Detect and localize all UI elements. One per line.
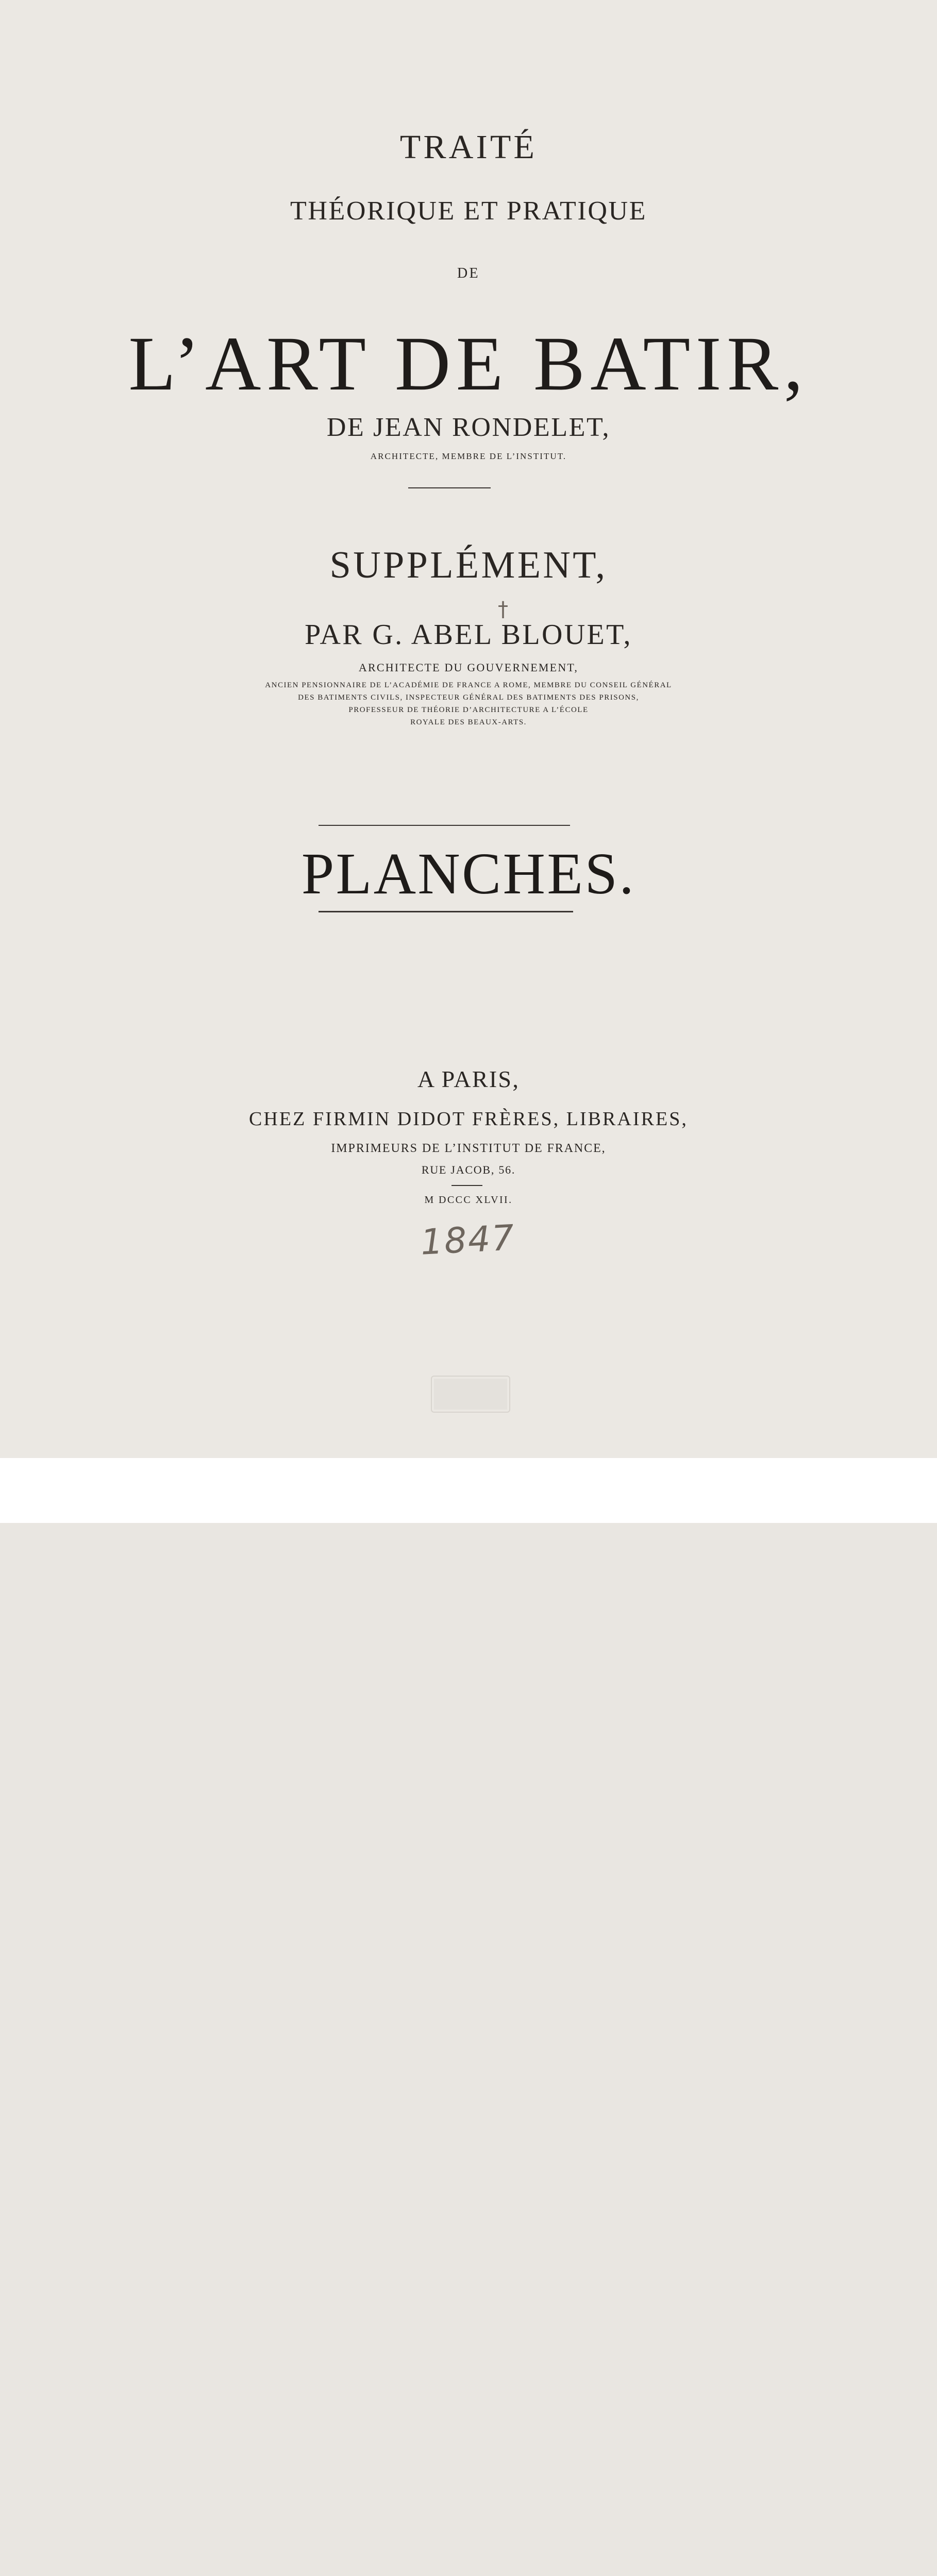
credential-line: DES BATIMENTS CIVILS, INSPECTEUR GÉNÉRAL DES BATIMENTS DES PRISONS, <box>298 693 639 702</box>
title-line-2: THÉORIQUE ET PRATIQUE <box>290 196 647 226</box>
title-line-3: DE <box>457 265 480 281</box>
credential-line: PROFESSEUR DE THÉORIE D’ARCHITECTURE A L’ÉCOLE <box>348 706 589 714</box>
supplement-role: ARCHITECTE DU GOUVERNEMENT, <box>358 661 579 674</box>
divider-rule-small <box>451 1185 482 1186</box>
section-title: PLANCHES. <box>301 841 636 906</box>
library-stamp <box>431 1376 510 1413</box>
imprint-city: A PARIS, <box>417 1066 520 1092</box>
title-line-1: TRAITÉ <box>399 128 538 166</box>
supplement-heading: SUPPLÉMENT, <box>329 544 608 586</box>
footer-bar <box>0 1458 937 1523</box>
credential-line: ANCIEN PENSIONNAIRE DE L’ACADÉMIE DE FRANCE A ROME, MEMBRE DU CONSEIL GÉNÉRAL <box>265 681 672 689</box>
handwritten-year: 1847 <box>420 1217 516 1263</box>
imprint-address: RUE JACOB, 56. <box>421 1163 516 1176</box>
supplement-author: PAR G. ABEL BLOUET, <box>305 619 632 651</box>
handwritten-dagger: † <box>498 598 508 621</box>
main-title: L’ART DE BATIR, <box>128 321 809 406</box>
author-name: DE JEAN RONDELET, <box>326 413 611 442</box>
divider-rule-top <box>319 825 570 826</box>
credential-line: ROYALE DES BEAUX-ARTS. <box>410 718 527 726</box>
imprint-publisher: CHEZ FIRMIN DIDOT FRÈRES, LIBRAIRES, <box>249 1108 688 1130</box>
imprint-year: M DCCC XLVII. <box>424 1194 513 1206</box>
divider-rule-bottom <box>319 911 573 912</box>
imprint-printer: IMPRIMEURS DE L’INSTITUT DE FRANCE, <box>331 1142 606 1155</box>
author-subtitle: ARCHITECTE, MEMBRE DE L’INSTITUT. <box>370 451 567 461</box>
divider-rule <box>408 487 491 488</box>
